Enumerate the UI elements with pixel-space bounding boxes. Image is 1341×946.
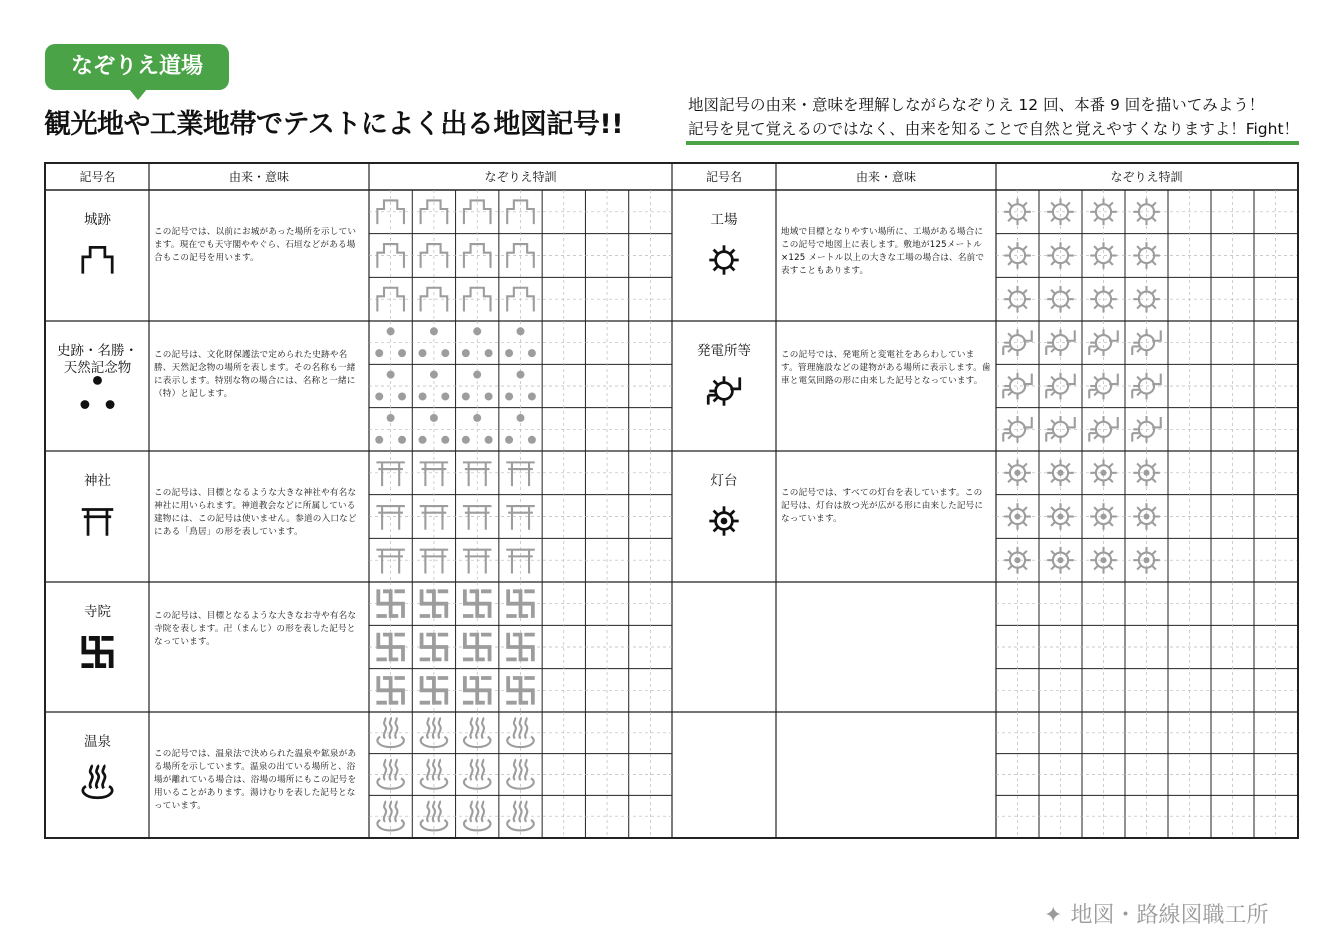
logo-text: 地図・路線図職工所 — [1070, 903, 1269, 928]
hot-spring-trace-icon — [507, 801, 534, 830]
temple-trace-icon — [422, 591, 447, 616]
temple-trace-icon — [378, 591, 403, 616]
historic-site-trace-icon — [375, 414, 406, 444]
historic-site-trace-icon — [462, 414, 493, 444]
header-practice: なぞりえ特訓 — [484, 170, 557, 184]
symbol-description: この記号は、目標となるような大きな神社や有名な神社に用いられます。神道教会などに所属している建物には、この記号は使いません。参道の入口などにある「鳥居」の形を表しています。 — [154, 488, 357, 537]
hot-spring-trace-icon — [421, 801, 448, 830]
header-meaning: 由来・意味 — [228, 170, 289, 184]
symbol-description: この記号は、目標となるような大きなお寺や有名な寺院を表します。卍（まんじ）の形を表した記号となっています。 — [154, 611, 357, 647]
lighthouse-trace-icon — [1090, 503, 1117, 530]
logo-mark-icon: ✦ — [1044, 903, 1063, 928]
lighthouse-trace-icon — [1047, 503, 1074, 530]
intro-underline — [686, 141, 1299, 145]
hot-spring-trace-icon — [377, 801, 404, 830]
header-name: 記号名 — [705, 170, 742, 184]
page-badge: なぞりえ道場 — [45, 44, 229, 90]
header-practice: なぞりえ特訓 — [1110, 170, 1183, 184]
factory-trace-icon — [1004, 242, 1031, 269]
temple-trace-icon — [508, 635, 533, 660]
symbol-description: この記号では、以前にお城があった場所を示しています。現在でも天守閣ややぐら、石垣などがある場合もこの記号を用います。 — [154, 227, 357, 263]
historic-site-trace-icon — [419, 414, 450, 444]
lighthouse-trace-icon — [1133, 547, 1160, 574]
symbol-name: 史跡・名勝・天然記念物 — [57, 343, 138, 376]
symbol-name: 神社 — [84, 473, 111, 489]
power-plant-trace-icon — [1089, 329, 1118, 356]
factory-trace-icon — [1090, 199, 1117, 226]
lighthouse-trace-icon — [1004, 503, 1031, 530]
lighthouse-trace-icon — [1047, 547, 1074, 574]
symbol-name: 城跡 — [84, 212, 111, 228]
intro-text — [688, 93, 1299, 141]
lighthouse-trace-icon — [1133, 460, 1160, 487]
symbol-name: 工場 — [710, 212, 738, 228]
temple-trace-icon — [422, 635, 447, 660]
lighthouse-trace-icon — [1004, 460, 1031, 487]
shrine-icon — [82, 509, 114, 535]
lighthouse-trace-icon — [1090, 460, 1117, 487]
symbol-name: 寺院 — [84, 604, 111, 620]
symbol-description: この記号では、発電所と変電社をあらわしています。管理施設などの建物がある場所に表示します。歯車と電気回路の形に由来した記号となっています。 — [781, 350, 991, 386]
lighthouse-trace-icon — [1090, 547, 1117, 574]
header-name: 記号名 — [79, 170, 116, 184]
temple-trace-icon — [508, 678, 533, 703]
factory-trace-icon — [1047, 199, 1074, 226]
hot-spring-trace-icon — [464, 801, 491, 830]
symbol-name: 発電所等 — [697, 343, 751, 359]
temple-trace-icon — [378, 678, 403, 703]
header-meaning: 由来・意味 — [855, 170, 916, 184]
temple-trace-icon — [465, 591, 490, 616]
lighthouse-trace-icon — [1047, 460, 1074, 487]
publisher-logo — [1044, 898, 1268, 929]
power-plant-trace-icon — [1089, 373, 1118, 400]
factory-trace-icon — [1047, 242, 1074, 269]
factory-trace-icon — [1090, 242, 1117, 269]
temple-trace-icon — [422, 678, 447, 703]
page-title: 観光地や工業地帯でテストによく出る地図記号!! — [44, 109, 624, 140]
lighthouse-trace-icon — [1133, 503, 1160, 530]
symbol-name: 温泉 — [84, 734, 111, 750]
symbol-description: この記号は、文化財保護法で定められた史跡や名勝、天然記念物の場所を表します。その名称も一緒に表示します。特別な物の場合には、名称と一緒に（特）と記します。 — [154, 350, 356, 399]
historic-site-trace-icon — [505, 414, 536, 444]
symbol-description: この記号では、温泉法で決められた温泉や鉱泉がある場所を示しています。温泉の出ている場所と、浴場が離れている場合は、浴場の場所にもこの記号を用いることがあります。湯けむりを表した記号となっています。 — [154, 749, 357, 811]
factory-trace-icon — [1004, 199, 1031, 226]
practice-sheet — [44, 162, 1299, 839]
lighthouse-trace-icon — [1004, 547, 1031, 574]
intro-line-1: 地図記号の由来・意味を理解しながらなぞりえ 12 回、本番 9 回を描いてみよう！ — [688, 96, 1265, 114]
temple-trace-icon — [378, 635, 403, 660]
temple-trace-icon — [508, 591, 533, 616]
intro-line-2: 記号を見て覚えるのではなく、由来を知ることで自然と覚えやすくなりますよ！Fight！ — [688, 120, 1300, 138]
symbol-description: この記号では、すべての灯台を表しています。この記号は、灯台は放つ光が広がる形に由来した記号になっています。 — [781, 488, 984, 524]
symbol-name: 灯台 — [710, 473, 738, 489]
temple-trace-icon — [465, 678, 490, 703]
temple-trace-icon — [465, 635, 490, 660]
symbol-description: 地域で目標となりやすい場所に、工場がある場合にこの記号で地図上に表します。敷地が125メートル ×125 メートル以上の大きな工場の場合は、名前で表すこともあります。 — [781, 227, 985, 276]
